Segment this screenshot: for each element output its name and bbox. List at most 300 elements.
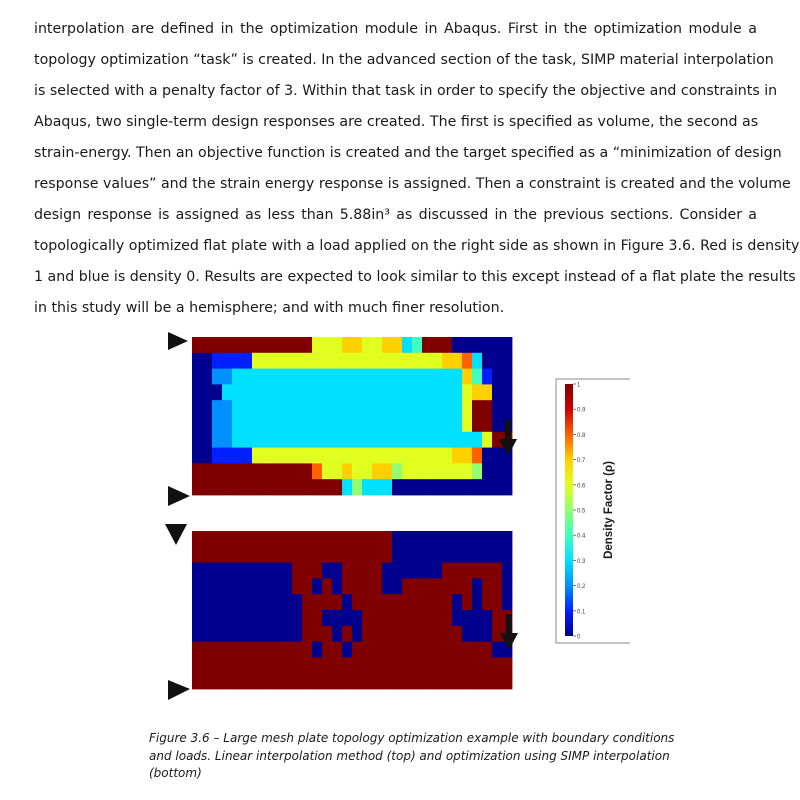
density-cell — [422, 400, 432, 416]
density-cell — [242, 578, 252, 594]
density-cell — [462, 531, 472, 547]
figure-3-6 — [160, 325, 630, 720]
density-cell — [222, 448, 232, 464]
density-cell — [332, 369, 342, 385]
density-cell — [192, 610, 202, 626]
density-cell — [312, 563, 322, 579]
density-cell — [282, 384, 292, 400]
density-cell — [332, 547, 342, 563]
density-cell — [302, 463, 312, 479]
density-cell — [272, 400, 282, 416]
density-cell — [402, 610, 412, 626]
density-cell — [452, 416, 462, 432]
colorbar-tick-label: 0.5 — [577, 508, 586, 515]
density-cell — [482, 479, 492, 495]
density-cell — [202, 578, 212, 594]
density-cell — [232, 657, 242, 673]
density-cell — [292, 578, 302, 594]
density-cell — [382, 578, 392, 594]
density-cell — [422, 479, 432, 495]
density-cell — [362, 369, 372, 385]
density-cell — [222, 531, 232, 547]
density-cell — [442, 448, 452, 464]
density-cell — [412, 531, 422, 547]
density-cell — [432, 400, 442, 416]
density-cell — [232, 384, 242, 400]
body-text-line: 1 and blue is density 0. Results are expected to look similar to this except instead of a flat plate the results — [34, 269, 796, 285]
density-cell — [422, 353, 432, 369]
density-cell — [432, 479, 442, 495]
density-cell — [382, 353, 392, 369]
colorbar-tick-label: 0.9 — [577, 407, 586, 414]
density-cell — [462, 463, 472, 479]
density-cell — [392, 657, 402, 673]
density-cell — [192, 400, 202, 416]
density-cell — [302, 642, 312, 658]
density-cell — [312, 463, 322, 479]
density-cell — [202, 657, 212, 673]
density-cell — [222, 563, 232, 579]
density-cell — [392, 594, 402, 610]
density-cell — [422, 594, 432, 610]
density-cell — [232, 432, 242, 448]
density-cell — [212, 463, 222, 479]
density-cell — [412, 642, 422, 658]
density-cell — [352, 353, 362, 369]
density-cell — [462, 432, 472, 448]
density-cell — [332, 400, 342, 416]
density-cell — [252, 448, 262, 464]
density-cell — [302, 448, 312, 464]
body-text-line: response values” and the strain energy response is assigned. Then a constraint is created and the volume — [34, 176, 791, 192]
density-cell — [372, 353, 382, 369]
body-text-line: in this study will be a hemisphere; and with much finer resolution. — [34, 300, 505, 316]
density-cell — [452, 642, 462, 658]
density-cell — [212, 353, 222, 369]
density-cell — [262, 400, 272, 416]
density-cell — [272, 610, 282, 626]
density-cell — [282, 369, 292, 385]
density-cell — [442, 463, 452, 479]
density-cell — [332, 578, 342, 594]
density-cell — [272, 479, 282, 495]
density-cell — [322, 594, 332, 610]
density-cell — [282, 463, 292, 479]
density-cell — [192, 384, 202, 400]
density-cell — [462, 479, 472, 495]
density-cell — [452, 384, 462, 400]
density-cell — [262, 416, 272, 432]
density-cell — [202, 400, 212, 416]
density-cell — [342, 463, 352, 479]
density-cell — [312, 626, 322, 642]
density-cell — [492, 479, 502, 495]
density-cell — [342, 448, 352, 464]
density-cell — [342, 594, 352, 610]
density-cell — [462, 642, 472, 658]
density-cell — [362, 547, 372, 563]
density-cell — [452, 369, 462, 385]
density-cell — [442, 416, 452, 432]
density-cell — [392, 416, 402, 432]
density-cell — [282, 673, 292, 689]
density-cell — [222, 369, 232, 385]
density-cell — [332, 479, 342, 495]
density-cell — [232, 547, 242, 563]
density-cell — [232, 463, 242, 479]
density-cell — [482, 416, 492, 432]
density-cell — [292, 642, 302, 658]
density-cell — [492, 448, 502, 464]
density-cell — [192, 578, 202, 594]
density-cell — [242, 400, 252, 416]
density-cell — [492, 563, 502, 579]
density-cell — [322, 578, 332, 594]
body-text-line: interpolation are defined in the optimization module in Abaqus. First in the optimization module a — [34, 21, 757, 37]
density-cell — [482, 610, 492, 626]
density-cell — [212, 479, 222, 495]
density-cell — [352, 416, 362, 432]
density-cell — [202, 479, 212, 495]
top-plate-heatmap — [192, 337, 512, 495]
density-cell — [352, 547, 362, 563]
density-cell — [492, 547, 502, 563]
density-cell — [452, 353, 462, 369]
density-cell — [212, 673, 222, 689]
density-cell — [232, 479, 242, 495]
density-cell — [212, 642, 222, 658]
density-cell — [332, 416, 342, 432]
density-cell — [282, 657, 292, 673]
density-cell — [462, 369, 472, 385]
density-cell — [262, 673, 272, 689]
density-cell — [342, 479, 352, 495]
density-cell — [382, 337, 392, 353]
density-cell — [452, 448, 462, 464]
density-cell — [322, 642, 332, 658]
density-cell — [362, 463, 372, 479]
density-cell — [482, 673, 492, 689]
density-cell — [312, 673, 322, 689]
density-cell — [202, 547, 212, 563]
density-cell — [472, 369, 482, 385]
density-cell — [292, 594, 302, 610]
density-cell — [222, 626, 232, 642]
density-cell — [232, 400, 242, 416]
density-cell — [282, 353, 292, 369]
density-cell — [382, 384, 392, 400]
density-cell — [432, 448, 442, 464]
density-cell — [442, 578, 452, 594]
density-cell — [472, 384, 482, 400]
density-cell — [392, 400, 402, 416]
density-cell — [372, 400, 382, 416]
density-cell — [482, 448, 492, 464]
density-cell — [472, 416, 482, 432]
density-cell — [262, 463, 272, 479]
density-cell — [262, 642, 272, 658]
density-cell — [272, 337, 282, 353]
density-cell — [382, 547, 392, 563]
density-cell — [302, 626, 312, 642]
density-cell — [342, 578, 352, 594]
body-text-line: design response is assigned as less than 5.88in³ as discussed in the previous sections. Consider a — [34, 207, 757, 223]
density-cell — [212, 610, 222, 626]
density-cell — [222, 578, 232, 594]
density-cell — [372, 610, 382, 626]
density-cell — [282, 642, 292, 658]
density-cell — [452, 337, 462, 353]
density-cell — [492, 463, 502, 479]
density-cell — [312, 337, 322, 353]
density-cell — [452, 657, 462, 673]
density-cell — [312, 369, 322, 385]
density-cell — [332, 353, 342, 369]
density-cell — [242, 547, 252, 563]
density-cell — [372, 594, 382, 610]
density-cell — [462, 610, 472, 626]
density-cell — [382, 531, 392, 547]
density-cell — [232, 353, 242, 369]
density-cell — [302, 563, 312, 579]
density-cell — [322, 353, 332, 369]
density-cell — [292, 384, 302, 400]
density-cell — [402, 353, 412, 369]
density-cell — [402, 369, 412, 385]
density-cell — [262, 337, 272, 353]
density-cell — [372, 578, 382, 594]
density-cell — [482, 384, 492, 400]
boundary-support-triangle — [165, 524, 187, 545]
density-cell — [362, 432, 372, 448]
density-cell — [402, 448, 412, 464]
density-cell — [402, 531, 412, 547]
density-cell — [252, 479, 262, 495]
density-cell — [422, 563, 432, 579]
density-cell — [212, 626, 222, 642]
density-cell — [482, 657, 492, 673]
density-cell — [502, 353, 512, 369]
density-cell — [192, 642, 202, 658]
density-cell — [212, 578, 222, 594]
density-cell — [462, 563, 472, 579]
density-cell — [332, 657, 342, 673]
density-cell — [242, 657, 252, 673]
density-cell — [272, 463, 282, 479]
density-cell — [452, 578, 462, 594]
density-cell — [472, 657, 482, 673]
density-cell — [192, 337, 202, 353]
colorbar-tick-label: 0.1 — [577, 609, 586, 616]
density-cell — [282, 416, 292, 432]
density-cell — [242, 531, 252, 547]
density-cell — [442, 369, 452, 385]
density-cell — [422, 626, 432, 642]
density-cell — [432, 384, 442, 400]
density-cell — [472, 594, 482, 610]
density-cell — [272, 432, 282, 448]
density-cell — [252, 432, 262, 448]
colorbar-title: Density Factor (ρ) — [603, 461, 615, 559]
density-cell — [352, 384, 362, 400]
density-cell — [192, 563, 202, 579]
density-cell — [302, 531, 312, 547]
density-cell — [342, 432, 352, 448]
density-cell — [262, 432, 272, 448]
density-cell — [272, 594, 282, 610]
density-cell — [342, 337, 352, 353]
density-cell — [442, 531, 452, 547]
density-cell — [252, 610, 262, 626]
density-cell — [452, 673, 462, 689]
density-cell — [492, 594, 502, 610]
density-cell — [212, 657, 222, 673]
density-cell — [252, 531, 262, 547]
density-cell — [302, 400, 312, 416]
density-cell — [272, 353, 282, 369]
density-cell — [332, 610, 342, 626]
density-cell — [312, 432, 322, 448]
density-cell — [282, 563, 292, 579]
density-cell — [392, 531, 402, 547]
density-cell — [242, 673, 252, 689]
density-cell — [392, 369, 402, 385]
density-cell — [442, 610, 452, 626]
density-cell — [492, 673, 502, 689]
density-cell — [312, 479, 322, 495]
density-cell — [352, 337, 362, 353]
density-cell — [452, 563, 462, 579]
density-cell — [452, 400, 462, 416]
colorbar-tick-label: 0 — [577, 634, 581, 641]
density-cell — [332, 642, 342, 658]
density-cell — [302, 479, 312, 495]
density-cell — [292, 626, 302, 642]
density-cell — [342, 400, 352, 416]
density-cell — [252, 673, 262, 689]
density-cell — [372, 563, 382, 579]
density-cell — [472, 400, 482, 416]
density-cell — [472, 337, 482, 353]
density-cell — [232, 673, 242, 689]
density-cell — [222, 642, 232, 658]
density-cell — [312, 642, 322, 658]
density-cell — [352, 657, 362, 673]
density-cell — [392, 337, 402, 353]
density-cell — [292, 610, 302, 626]
density-cell — [322, 337, 332, 353]
density-cell — [322, 626, 332, 642]
density-cell — [422, 384, 432, 400]
boundary-support-triangle — [168, 486, 190, 506]
density-cell — [352, 594, 362, 610]
density-cell — [352, 479, 362, 495]
density-cell — [262, 657, 272, 673]
density-cell — [472, 547, 482, 563]
density-cell — [322, 610, 332, 626]
density-cell — [482, 578, 492, 594]
density-cell — [372, 547, 382, 563]
density-cell — [412, 578, 422, 594]
density-cell — [452, 531, 462, 547]
density-cell — [462, 400, 472, 416]
density-cell — [342, 626, 352, 642]
density-cell — [272, 384, 282, 400]
density-cell — [362, 531, 372, 547]
density-cell — [382, 416, 392, 432]
density-cell — [222, 673, 232, 689]
density-cell — [202, 642, 212, 658]
density-cell — [282, 432, 292, 448]
density-cell — [312, 416, 322, 432]
density-cell — [482, 463, 492, 479]
density-cell — [362, 400, 372, 416]
density-cell — [452, 432, 462, 448]
density-cell — [312, 547, 322, 563]
density-cell — [202, 463, 212, 479]
density-cell — [422, 416, 432, 432]
density-cell — [392, 479, 402, 495]
density-cell — [412, 384, 422, 400]
density-cell — [372, 463, 382, 479]
density-cell — [252, 657, 262, 673]
density-cell — [412, 463, 422, 479]
density-cell — [312, 448, 322, 464]
density-cell — [222, 384, 232, 400]
density-cell — [312, 578, 322, 594]
density-cell — [332, 432, 342, 448]
boundary-support-triangle — [168, 332, 188, 350]
density-cell — [282, 626, 292, 642]
density-cell — [322, 479, 332, 495]
density-cell — [372, 626, 382, 642]
density-cell — [262, 563, 272, 579]
density-cell — [342, 563, 352, 579]
density-cell — [402, 578, 412, 594]
density-cell — [402, 673, 412, 689]
density-cell — [432, 369, 442, 385]
density-cell — [272, 626, 282, 642]
density-cell — [272, 642, 282, 658]
density-cell — [222, 400, 232, 416]
caption-line: and loads. Linear interpolation method (top) and optimization using SIMP interpolation — [149, 748, 670, 763]
density-cell — [272, 369, 282, 385]
density-cell — [502, 657, 512, 673]
density-cell — [212, 547, 222, 563]
density-cell — [472, 479, 482, 495]
density-cell — [202, 626, 212, 642]
density-cell — [402, 416, 412, 432]
density-cell — [412, 448, 422, 464]
density-cell — [272, 673, 282, 689]
figure-caption — [149, 730, 675, 783]
density-cell — [472, 463, 482, 479]
density-cell — [412, 547, 422, 563]
density-cell — [242, 337, 252, 353]
density-cell — [272, 531, 282, 547]
density-cell — [472, 563, 482, 579]
density-cell — [442, 353, 452, 369]
colorbar-tick-label: 0.7 — [577, 458, 586, 465]
density-cell — [242, 610, 252, 626]
density-cell — [262, 626, 272, 642]
density-cell — [382, 673, 392, 689]
density-cell — [362, 337, 372, 353]
density-cell — [392, 626, 402, 642]
density-cell — [462, 353, 472, 369]
density-cell — [442, 642, 452, 658]
density-cell — [492, 353, 502, 369]
